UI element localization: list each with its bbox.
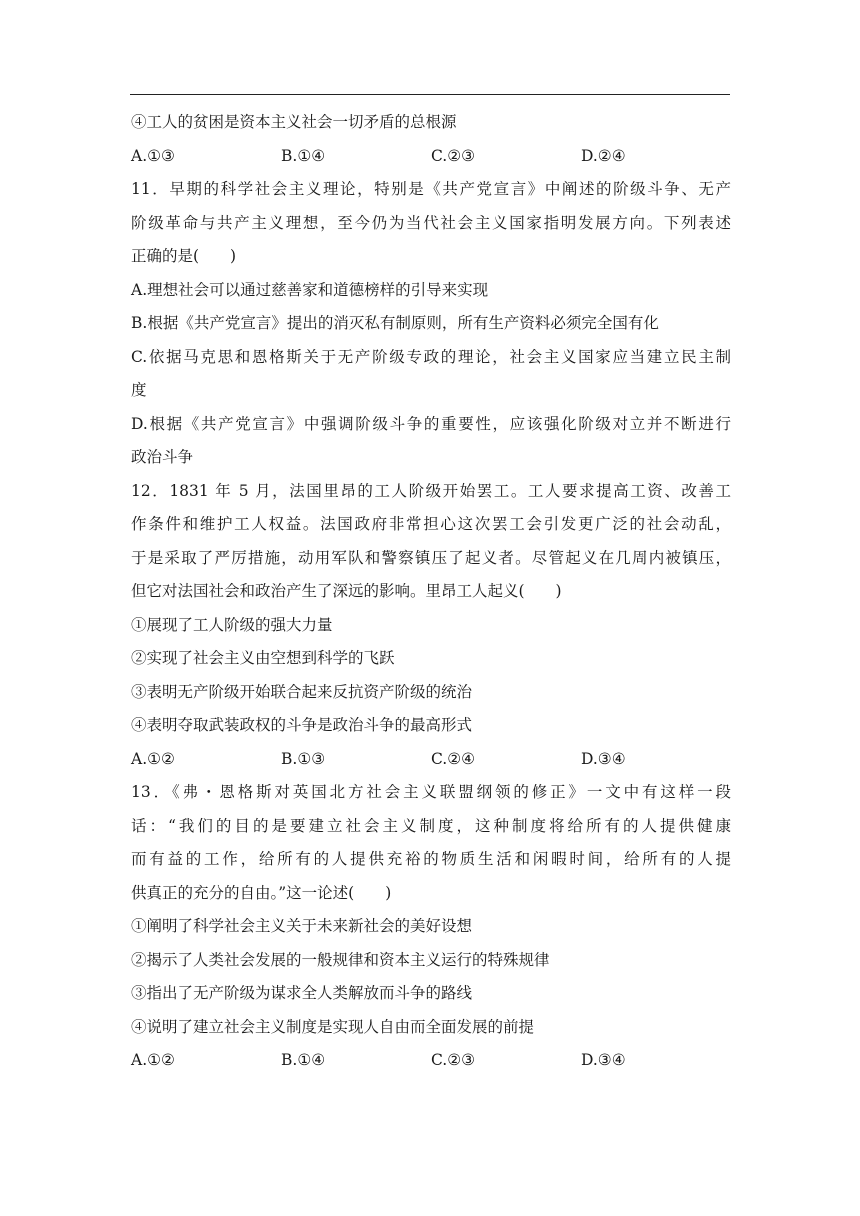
statement-2: ②揭示了人类社会发展的一般规律和资本主义运行的特殊规律 (131, 950, 550, 969)
choice-b[interactable]: B.根据《共产党宣言》提出的消灭私有制原则，所有生产资料必须完全国有化 (131, 314, 659, 332)
answer-options (131, 1044, 731, 1078)
question-stem-line: 于是采取了严厉措施，动用军队和警察镇压了起义者。尽管起义在几周内被镇压， (131, 548, 731, 567)
question-stem-line: 正确的是( ) (131, 247, 237, 265)
option-c[interactable]: C.②③ (431, 146, 476, 165)
choice-c[interactable]: C.依据马克思和恩格斯关于无产阶级专政的理论，社会主义国家应当建立民主制 (131, 347, 731, 366)
option-b[interactable]: B.①④ (281, 146, 326, 165)
choice-d[interactable]: D.根据《共产党宣言》中强调阶级斗争的重要性，应该强化阶级对立并不断进行 (131, 414, 731, 433)
statement-3: ③表明无产阶级开始联合起来反抗资产阶级的统治 (131, 682, 473, 701)
choice-c-continued[interactable]: 度 (131, 381, 147, 399)
prev-statement-4: ④工人的贫困是资本主义社会一切矛盾的总根源 (131, 113, 457, 131)
question-stem-line: 13．《弗・恩格斯对英国北方社会主义联盟纲领的修正》一文中有这样一段 (131, 783, 731, 801)
question-stem-line: 阶级革命与共产主义理想，至今仍为当代社会主义国家指明发展方向。下列表述 (131, 213, 731, 232)
option-c[interactable]: C.②③ (431, 1051, 476, 1069)
option-d[interactable]: D.②④ (581, 146, 626, 165)
question-stem-line: 而有益的工作，给所有的人提供充裕的物质生活和闲暇时间，给所有的人提 (131, 850, 731, 868)
option-b[interactable]: B.①③ (281, 749, 326, 768)
question-stem-line: 话：“我们的目的是要建立社会主义制度，这种制度将给所有的人提供健康 (131, 816, 731, 835)
exam-page (131, 106, 731, 1078)
header-rule (130, 94, 730, 95)
question-stem-line: 11．早期的科学社会主义理论，特别是《共产党宣言》中阐述的阶级斗争、无产 (131, 180, 731, 198)
prev-options (131, 140, 731, 174)
choice-d-continued[interactable]: 政治斗争 (131, 448, 194, 466)
statement-4: ④说明了建立社会主义制度是实现人自由而全面发展的前提 (131, 1017, 535, 1036)
statement-2: ②实现了社会主义由空想到科学的飞跃 (131, 649, 395, 667)
question-stem-line: 作条件和维护工人权益。法国政府非常担心这次罢工会引发更广泛的社会动乱， (131, 515, 731, 533)
statement-1: ①展现了工人阶级的强大力量 (131, 615, 333, 634)
option-c[interactable]: C.②④ (431, 749, 476, 768)
option-b[interactable]: B.①④ (281, 1051, 326, 1069)
question-12 (131, 475, 731, 777)
option-a[interactable]: A.①③ (131, 146, 175, 165)
option-d[interactable]: D.③④ (581, 749, 626, 768)
question-11 (131, 173, 731, 475)
statement-4: ④表明夺取武装政权的斗争是政治斗争的最高形式 (131, 716, 473, 734)
statement-1: ①阐明了科学社会主义关于未来新社会的美好设想 (131, 917, 473, 935)
option-d[interactable]: D.③④ (581, 1051, 626, 1069)
answer-options (131, 743, 731, 777)
statement-3: ③指出了无产阶级为谋求全人类解放而斗争的路线 (131, 984, 473, 1002)
option-a[interactable]: A.①② (131, 1051, 175, 1069)
question-stem-line: 但它对法国社会和政治产生了深远的影响。里昂工人起义( ) (131, 582, 562, 600)
question-stem-line: 12．1831 年 5 月，法国里昂的工人阶级开始罢工。工人要求提高工资、改善工 (131, 481, 731, 500)
question-stem-line: 供真正的充分的自由。”这一论述( ) (131, 883, 392, 902)
choice-a[interactable]: A.理想社会可以通过慈善家和道德榜样的引导来实现 (131, 280, 489, 299)
question-13 (131, 776, 731, 1078)
option-a[interactable]: A.①② (131, 749, 175, 768)
